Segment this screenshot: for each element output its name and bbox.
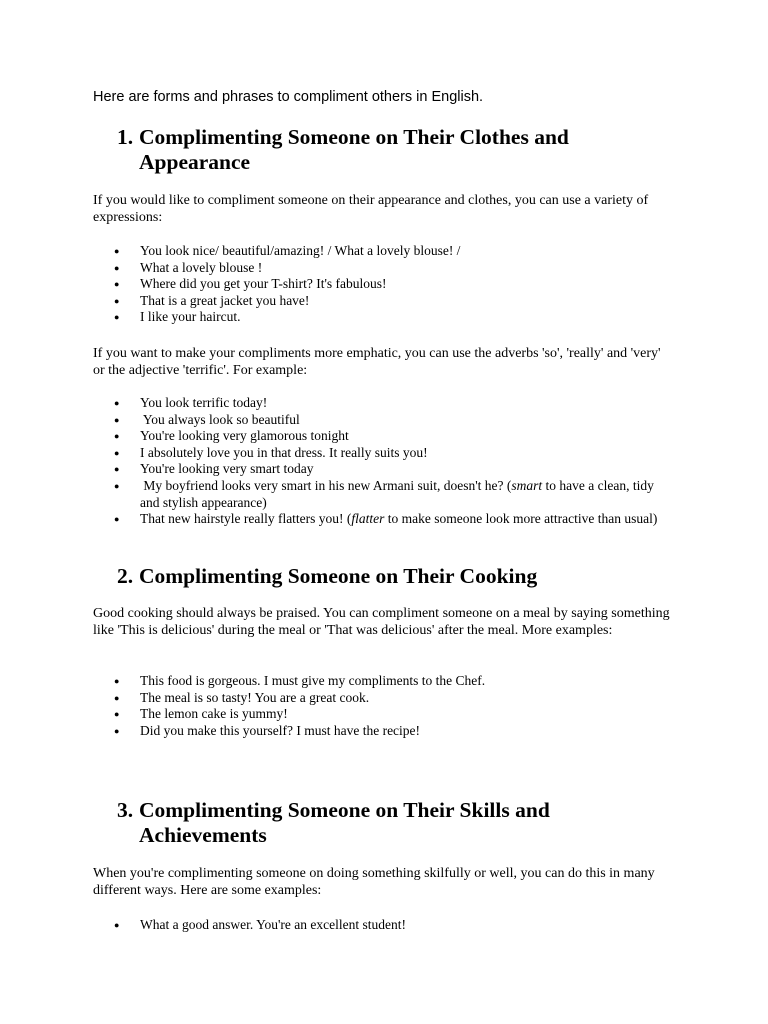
list-item: ● You always look so beautiful: [114, 411, 300, 427]
section-2-list: [93, 673, 673, 739]
section-1-number: 1.: [117, 125, 134, 149]
bullet-icon: ●: [114, 692, 120, 703]
bullet-icon: ●: [114, 431, 120, 442]
list-item: ● I like your haircut.: [114, 309, 241, 325]
list-item: ● This food is gorgeous. I must give my compliments to the Chef.: [114, 673, 486, 688]
section-3-list: [93, 917, 673, 934]
bullet-icon: ●: [114, 246, 120, 256]
section-1-paragraph-2: If you want to make your compliments more emphatic, you can use the adverbs 'so', 'really' and 'very' or the adjective 'terrific'. For example:: [93, 346, 661, 378]
list-item: ● That new hairstyle really flatters you! (flatter to make someone look more attractive than usual): [114, 511, 658, 527]
list-item: ● You look nice/ beautiful/amazing! / What a lovely blouse! /: [114, 243, 461, 258]
list-item: ● You look terrific today!: [114, 395, 268, 410]
bullet-icon: ●: [114, 398, 120, 408]
bullet-icon: ●: [114, 279, 120, 290]
list-item: ● I absolutely love you in that dress. It really suits you!: [114, 444, 428, 460]
term-smart: smart: [511, 477, 543, 493]
section-1-list-2: [93, 395, 673, 528]
section-2-paragraph: Good cooking should always be praised. You can compliment someone on a meal by saying something like 'This is delicious' during the meal or 'That was delicious' after the meal. More examples:: [93, 606, 670, 638]
intro-text: Here are forms and phrases to compliment others in English.: [93, 89, 484, 105]
bullet-icon: ●: [114, 312, 120, 323]
section-2-title: Complimenting Someone on Their Cooking: [139, 564, 538, 588]
bullet-icon: ●: [114, 414, 120, 425]
section-3-heading: [117, 798, 677, 848]
bullet-icon: ●: [114, 676, 120, 686]
list-item: ● What a lovely blouse !: [114, 259, 263, 275]
section-2-number: 2.: [117, 564, 134, 588]
list-item: ● The meal is so tasty! You are a great cook.: [114, 689, 370, 705]
term-flatter: flatter: [351, 511, 385, 527]
list-item: ● What a good answer. You're an excellent student!: [114, 917, 406, 932]
bullet-icon: ●: [114, 920, 120, 930]
section-3-paragraph: When you're complimenting someone on doing something skilfully or well, you can do this in many different ways. Here are some examples:: [93, 866, 655, 898]
bullet-icon: ●: [114, 709, 120, 720]
bullet-icon: ●: [114, 514, 120, 525]
section-1-heading: [117, 125, 677, 175]
bullet-icon: ●: [114, 447, 120, 458]
bullet-icon: ●: [114, 295, 120, 306]
section-3-number: 3.: [117, 798, 134, 822]
list-item: ● The lemon cake is yummy!: [114, 706, 288, 722]
bullet-icon: ●: [114, 480, 120, 491]
section-1-list: [93, 243, 673, 326]
list-item: ● That is a great jacket you have!: [114, 292, 310, 308]
list-item: ● Where did you get your T-shirt? It's fabulous!: [114, 276, 387, 292]
bullet-icon: ●: [114, 725, 120, 736]
list-item: ● My boyfriend looks very smart in his new Armani suit, doesn't he? (smart to have a clean, tidy and stylish appearance): [114, 477, 654, 510]
list-item: ● You're looking very smart today: [114, 461, 314, 477]
section-1-title: Complimenting Someone on Their Clothes and Appearance: [139, 125, 569, 174]
section-2-heading: [117, 564, 677, 589]
section-1-paragraph: If you would like to compliment someone on their appearance and clothes, you can use a variety of expressions:: [93, 193, 649, 225]
bullet-icon: ●: [114, 262, 120, 273]
list-item: ● Did you make this yourself? I must have the recipe!: [114, 722, 421, 738]
section-3-title: Complimenting Someone on Their Skills and Achievements: [139, 798, 550, 847]
bullet-icon: ●: [114, 464, 120, 475]
list-item: ● You're looking very glamorous tonight: [114, 428, 349, 444]
